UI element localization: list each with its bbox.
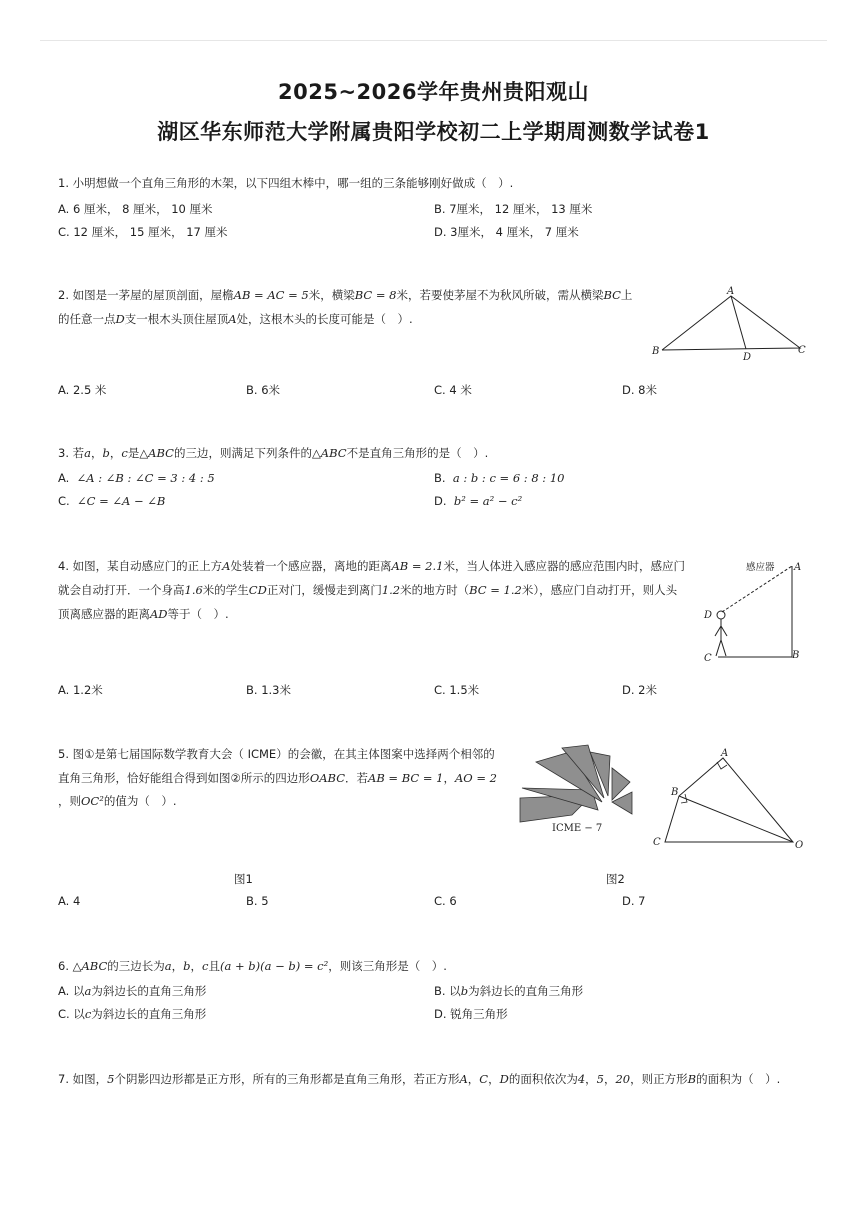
question-4-sensor-figure	[700, 556, 810, 666]
label-d: D	[743, 352, 752, 363]
icme-label: ICME − 7	[552, 823, 603, 834]
question-2-option-d[interactable]: D. 8米	[622, 383, 657, 397]
question-4-option-c[interactable]: C. 1.5米	[434, 683, 480, 697]
question-3-stem: 3. 若a，b，c是△ABC的三边，则满足下列条件的△ABC不是直角三角形的是（ ）.	[58, 446, 489, 460]
question-2-line1: 2. 如图是一茅屋的屋顶剖面，屋檐AB = AC = 5米，横梁BC = 8米，若要使茅屋不为秋风所破，需从横梁BC上	[58, 288, 633, 302]
question-5-option-d[interactable]: D. 7	[622, 894, 646, 908]
figure-2-caption: 图2	[606, 872, 625, 886]
person-leg-right	[721, 640, 726, 656]
label-b: B	[652, 346, 660, 357]
person-arm-right	[721, 626, 727, 636]
figure-1-caption: 图1	[234, 872, 253, 886]
question-2-option-c[interactable]: C. 4 米	[434, 383, 472, 397]
question-6-option-b[interactable]: B. 以b为斜边长的直角三角形	[434, 984, 584, 998]
question-4-line1: 4. 如图，某自动感应门的正上方A处装着一个感应器，离地的距离AB = 2.1米，当人体进入感应器的感应范围内时，感应门	[58, 559, 685, 573]
question-1-option-d[interactable]: D. 3厘米， 4 厘米， 7 厘米	[434, 225, 579, 239]
sensor-label: 感应器	[746, 562, 775, 573]
roof-triangle	[662, 296, 800, 350]
icme-emblem-figure	[512, 740, 637, 840]
question-5-quadrilateral-figure	[645, 744, 810, 854]
label-c: C	[798, 345, 806, 356]
label-a: A	[721, 748, 729, 759]
label-c: C	[704, 653, 712, 664]
question-4-option-d[interactable]: D. 2米	[622, 683, 657, 697]
top-divider	[40, 40, 827, 41]
question-2-roof-figure	[648, 284, 813, 364]
person-leg-left	[716, 640, 721, 656]
diagonal-bo	[679, 796, 793, 842]
page-title-line2: 湖区华东师范大学附属贵阳学校初二上学期周测数学试卷1	[157, 120, 710, 144]
question-6-option-a[interactable]: A. 以a为斜边长的直角三角形	[58, 984, 207, 998]
label-d: D	[704, 610, 713, 621]
label-a: A	[727, 286, 735, 297]
question-4-line2: 就会自动打开．一个身高1.6米的学生CD正对门，缓慢走到离门1.2米的地方时（BC = 1.2米），感应门自动打开，则人头	[58, 583, 678, 597]
label-c: C	[653, 837, 661, 848]
question-3-option-d[interactable]: D. b² = a² − c²	[434, 494, 523, 508]
question-2-option-a[interactable]: A. 2.5 米	[58, 383, 107, 397]
question-6-stem: 6. △ABC的三边长为a，b，c且(a + b)(a − b) = c²，则该三角形是（ ）.	[58, 959, 447, 973]
question-2-line2: 的任意一点D支一根木头顶住屋顶A处，这根木头的长度可能是（ ）.	[58, 312, 413, 326]
label-b: B	[792, 650, 800, 661]
question-3-option-a[interactable]: A. ∠A : ∠B : ∠C = 3 : 4 : 5	[58, 471, 215, 485]
question-2-option-b[interactable]: B. 6米	[246, 383, 281, 397]
question-4-line3: 顶离感应器的距离AD等于（ ）.	[58, 607, 229, 621]
question-5-line2: 直角三角形，恰好能组合得到如图②所示的四边形OABC．若AB = BC = 1，AO = 2	[58, 771, 497, 785]
question-6-option-d[interactable]: D. 锐角三角形	[434, 1007, 508, 1021]
question-3-option-b[interactable]: B. a : b : c = 6 : 8 : 10	[434, 471, 565, 485]
question-1-option-c[interactable]: C. 12 厘米， 15 厘米， 17 厘米	[58, 225, 228, 239]
question-3-option-c[interactable]: C. ∠C = ∠A − ∠B	[58, 494, 166, 508]
question-4-option-b[interactable]: B. 1.3米	[246, 683, 291, 697]
quadrilateral-oabc	[665, 758, 793, 842]
question-5-option-b[interactable]: B. 5	[246, 894, 269, 908]
right-angle-mark-a	[717, 762, 727, 769]
question-7-stem: 7. 如图，5个阴影四边形都是正方形，所有的三角形都是直角三角形，若正方形A，C，D的面积依次为4，5，20，则正方形B的面积为（ ）.	[58, 1072, 781, 1086]
label-o: O	[795, 840, 804, 851]
question-6-option-c[interactable]: C. 以c为斜边长的直角三角形	[58, 1007, 207, 1021]
question-5-line3: ，则OC²的值为（ ）.	[58, 794, 177, 808]
label-a: A	[794, 562, 802, 573]
support-beam-ad	[731, 296, 746, 349]
question-4-option-a[interactable]: A. 1.2米	[58, 683, 103, 697]
label-b: B	[671, 787, 679, 798]
question-1-stem: 1. 小明想做一个直角三角形的木架，以下四组木棒中，哪一组的三条能够刚好做成（ ）.	[58, 176, 514, 190]
question-5-option-a[interactable]: A. 4	[58, 894, 81, 908]
question-5-line1: 5. 图①是第七届国际数学教育大会（ ICME）的会徽，在其主体图案中选择两个相邻的	[58, 747, 495, 761]
question-1-option-b[interactable]: B. 7厘米， 12 厘米， 13 厘米	[434, 202, 593, 216]
page-title-line1: 2025~2026学年贵州贵阳观山	[278, 80, 589, 104]
question-1-option-a[interactable]: A. 6 厘米， 8 厘米， 10 厘米	[58, 202, 213, 216]
person-arm-left	[715, 626, 721, 636]
person-head-icon	[717, 611, 725, 619]
question-5-option-c[interactable]: C. 6	[434, 894, 457, 908]
